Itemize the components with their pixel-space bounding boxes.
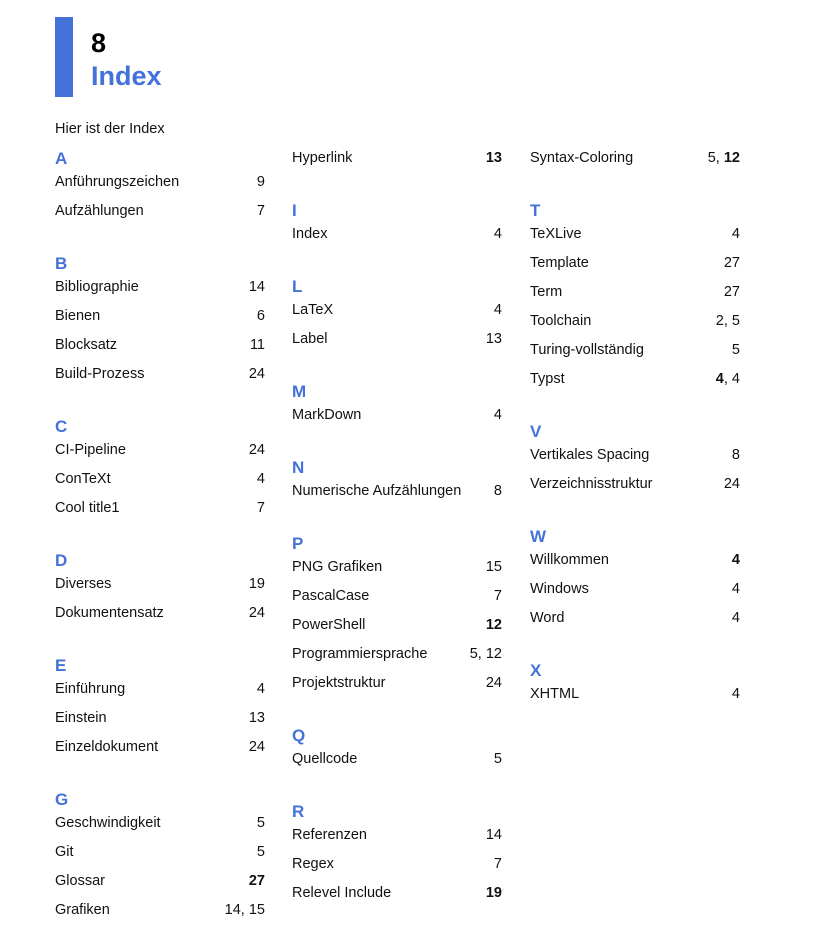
index-entry [55,438,265,467]
index-term: Numerische Aufzählungen [292,483,462,499]
index-entry [55,199,265,228]
index-column-2 [292,146,502,910]
page-ref[interactable]: 4 [256,681,265,697]
page-ref[interactable]: 5 [707,150,716,166]
page-ref[interactable]: 24 [248,739,265,755]
index-term: Aufzählungen [55,203,144,219]
index-pages [732,338,740,367]
page-ref[interactable]: 4 [731,226,740,242]
section-gap [530,635,740,658]
index-term: TeXLive [530,226,582,242]
index-pages [257,811,265,840]
index-pages [494,403,502,432]
page-ref[interactable]: 13 [485,331,502,347]
index-letter-heading: G [55,790,69,809]
index-pages [486,327,502,356]
index-term: Diverses [55,576,112,592]
index-pages [249,706,265,735]
index-entry [530,309,740,338]
index-entry [292,403,502,432]
page-ref[interactable]: 14 [248,279,265,295]
page-ref[interactable]: 19 [485,885,502,901]
page-ref[interactable]: 7 [493,856,502,872]
index-pages [249,869,265,898]
index-pages [494,222,502,251]
index-pages [257,199,265,228]
intro-text: Hier ist der Index [55,121,165,137]
index-term: Cool title1 [55,500,120,516]
page-ref[interactable]: 24 [248,605,265,621]
index-pages [732,222,740,251]
index-pages [257,304,265,333]
page-ref[interactable]: 24 [248,366,265,382]
index-term: ConTeXt [55,471,111,487]
section-gap [55,764,265,787]
index-letter-heading: N [292,458,305,477]
chapter-accent-bar [55,17,73,97]
index-letter-heading: Q [292,726,306,745]
page-ref[interactable]: 4 [256,471,265,487]
index-pages [249,362,265,391]
page-ref[interactable]: 7 [256,203,265,219]
section-gap [530,396,740,419]
page-ref[interactable]: 27 [723,255,740,271]
index-column-1 [55,146,265,927]
index-entry [292,584,502,613]
page-ref[interactable]: 27 [723,284,740,300]
index-letter-heading: D [55,551,68,570]
index-pages [724,280,740,309]
index-pages [486,555,502,584]
index-term: Template [530,255,589,271]
page-ref[interactable]: 5 [731,313,740,329]
index-entry [292,298,502,327]
page-ref[interactable]: 4 [731,610,740,626]
index-term: Word [530,610,565,626]
index-pages [249,601,265,630]
index-pages [257,170,265,199]
index-pages [732,577,740,606]
page-ref[interactable]: 13 [248,710,265,726]
page-ref[interactable]: 12 [485,646,502,662]
index-column-3 [530,146,740,711]
page-ref[interactable]: 5 [256,844,265,860]
index-entry [55,811,265,840]
index-term: Bienen [55,308,101,324]
chapter-title: Index [91,61,162,91]
index-pages [249,735,265,764]
index-term: Programmiersprache [292,646,428,662]
index-pages: 4, 4 [715,371,740,387]
index-term: Git [55,844,74,860]
index-term: PascalCase [292,588,370,604]
index-pages [257,467,265,496]
index-term: Index [292,226,328,242]
index-term: XHTML [530,686,580,702]
page-ref[interactable]: 15 [485,559,502,575]
page-ref[interactable]: 2 [715,313,724,329]
section-gap [292,251,502,274]
section-gap [292,356,502,379]
index-entry [55,898,265,927]
page-ref[interactable]: 27 [248,873,265,889]
page-ref[interactable]: 24 [485,675,502,691]
index-entry [292,823,502,852]
index-entry [292,146,502,175]
page-ref[interactable]: 6 [256,308,265,324]
index-pages: 2, 5 [715,313,740,329]
index-entry [530,682,740,711]
index-term: Einzeldokument [55,739,159,755]
index-term: Anführungszeichen [55,174,180,190]
index-entry [55,362,265,391]
page-ref[interactable]: 14 [485,827,502,843]
page-ref[interactable]: 24 [248,442,265,458]
index-entry [530,222,740,251]
index-pages: 14, 15 [224,902,265,918]
section-gap [292,776,502,799]
index-entry [530,548,740,577]
page-ref[interactable]: 19 [248,576,265,592]
index-letter-heading: X [530,661,542,680]
page-ref[interactable]: 4 [715,371,724,387]
page-ref[interactable]: 4 [731,552,740,568]
index-entry [292,747,502,776]
section-gap [530,175,740,198]
index-pages [494,747,502,776]
index-letter-heading: T [530,201,541,220]
page-ref[interactable]: 14 [224,902,241,918]
index-entry [530,367,740,396]
index-term: Turing-vollständig [530,342,644,358]
page-ref[interactable]: 5 [493,751,502,767]
index-pages [486,613,502,642]
index-entry [55,170,265,199]
index-pages [732,443,740,472]
index-term: Label [292,331,328,347]
index-entry [55,333,265,362]
index-pages: 5, 12 [707,150,740,166]
index-entry [530,577,740,606]
index-term: Blocksatz [55,337,118,353]
index-letter-heading: C [55,417,68,436]
section-gap [55,391,265,414]
index-pages [257,496,265,525]
chapter-number: 8 [91,28,107,58]
index-entry [530,146,740,175]
index-pages [257,677,265,706]
index-entry [292,852,502,881]
index-entry [55,496,265,525]
index-term: Toolchain [530,313,592,329]
index-entry [55,275,265,304]
index-entry [292,613,502,642]
section-gap [530,501,740,524]
page-ref[interactable]: 4 [493,407,502,423]
section-gap [292,175,502,198]
index-letter-heading: A [55,149,68,168]
page-ref[interactable]: 4 [731,686,740,702]
index-letter-heading: R [292,802,305,821]
index-term: Glossar [55,873,105,889]
section-gap [292,508,502,531]
page-ref[interactable]: 11 [249,337,265,353]
index-letter-heading: L [292,277,303,296]
index-entry [55,572,265,601]
page-ref[interactable]: 7 [493,588,502,604]
page-ref[interactable]: 7 [256,500,265,516]
index-term: Syntax-Coloring [530,150,634,166]
page-ref[interactable]: 15 [248,902,265,918]
section-gap [292,700,502,723]
index-pages [724,472,740,501]
index-pages [250,333,265,362]
index-letter-heading: I [292,201,297,220]
page-ref[interactable]: 5 [731,342,740,358]
index-pages [494,852,502,881]
index-pages [494,479,502,508]
index-term: Verzeichnisstruktur [530,476,653,492]
index-entry [530,251,740,280]
index-entry [530,338,740,367]
index-pages: 5, 12 [469,646,502,662]
page-ref[interactable]: 24 [723,476,740,492]
index-pages [494,298,502,327]
page-ref[interactable]: 4 [731,581,740,597]
page-ref[interactable]: 9 [256,174,265,190]
page-ref[interactable]: 13 [485,150,502,166]
index-pages [486,823,502,852]
index-pages [724,251,740,280]
index-pages [249,275,265,304]
index-entry [292,671,502,700]
index-entry [55,304,265,333]
index-entry [292,479,502,508]
index-term: Build-Prozess [55,366,145,382]
index-entry [55,706,265,735]
page-ref[interactable]: 4 [731,371,740,387]
index-term: MarkDown [292,407,362,423]
index-pages [486,671,502,700]
index-pages [732,682,740,711]
index-term: CI-Pipeline [55,442,126,458]
page-ref[interactable]: 12 [485,617,502,633]
index-entry [55,677,265,706]
index-term: Dokumentensatz [55,605,164,621]
index-entry [55,467,265,496]
index-pages [257,840,265,869]
index-pages [486,146,502,175]
index-pages [249,572,265,601]
index-letter-heading: B [55,254,68,273]
page-ref[interactable]: 4 [493,226,502,242]
page-ref[interactable]: 8 [731,447,740,463]
index-term: LaTeX [292,302,334,318]
index-entry [292,327,502,356]
index-entry [292,642,502,671]
page-ref[interactable]: 5 [256,815,265,831]
index-term: Regex [292,856,334,872]
index-term: Hyperlink [292,150,353,166]
page-ref[interactable]: 4 [493,302,502,318]
index-entry [292,555,502,584]
index-term: PNG Grafiken [292,559,383,575]
index-pages [732,548,740,577]
index-letter-heading: M [292,382,307,401]
index-term: Typst [530,371,565,387]
index-term: Vertikales Spacing [530,447,650,463]
index-entry [530,280,740,309]
index-term: Einführung [55,681,126,697]
index-term: Einstein [55,710,107,726]
index-term: Referenzen [292,827,367,843]
page-ref[interactable]: 12 [723,150,740,166]
section-gap [55,630,265,653]
index-term: Grafiken [55,902,110,918]
index-pages [732,606,740,635]
index-entry [530,443,740,472]
index-term: Quellcode [292,751,358,767]
section-gap [55,525,265,548]
index-letter-heading: P [292,534,304,553]
index-entry [55,601,265,630]
section-gap [55,228,265,251]
index-letter-heading: V [530,422,542,441]
index-entry [530,472,740,501]
index-entry [292,222,502,251]
index-entry [55,735,265,764]
index-letter-heading: W [530,527,547,546]
index-term: Bibliographie [55,279,139,295]
page-ref[interactable]: 5 [469,646,478,662]
index-term: PowerShell [292,617,366,633]
index-pages [249,438,265,467]
index-letter-heading: E [55,656,67,675]
section-gap [292,432,502,455]
index-pages [494,584,502,613]
page-ref[interactable]: 8 [493,483,502,499]
index-term: Willkommen [530,552,609,568]
index-term: Windows [530,581,589,597]
index-term: Projektstruktur [292,675,386,691]
index-entry [55,869,265,898]
index-term: Geschwindigkeit [55,815,161,831]
index-term: Relevel Include [292,885,392,901]
index-entry [530,606,740,635]
index-term: Term [530,284,563,300]
index-entry [55,840,265,869]
